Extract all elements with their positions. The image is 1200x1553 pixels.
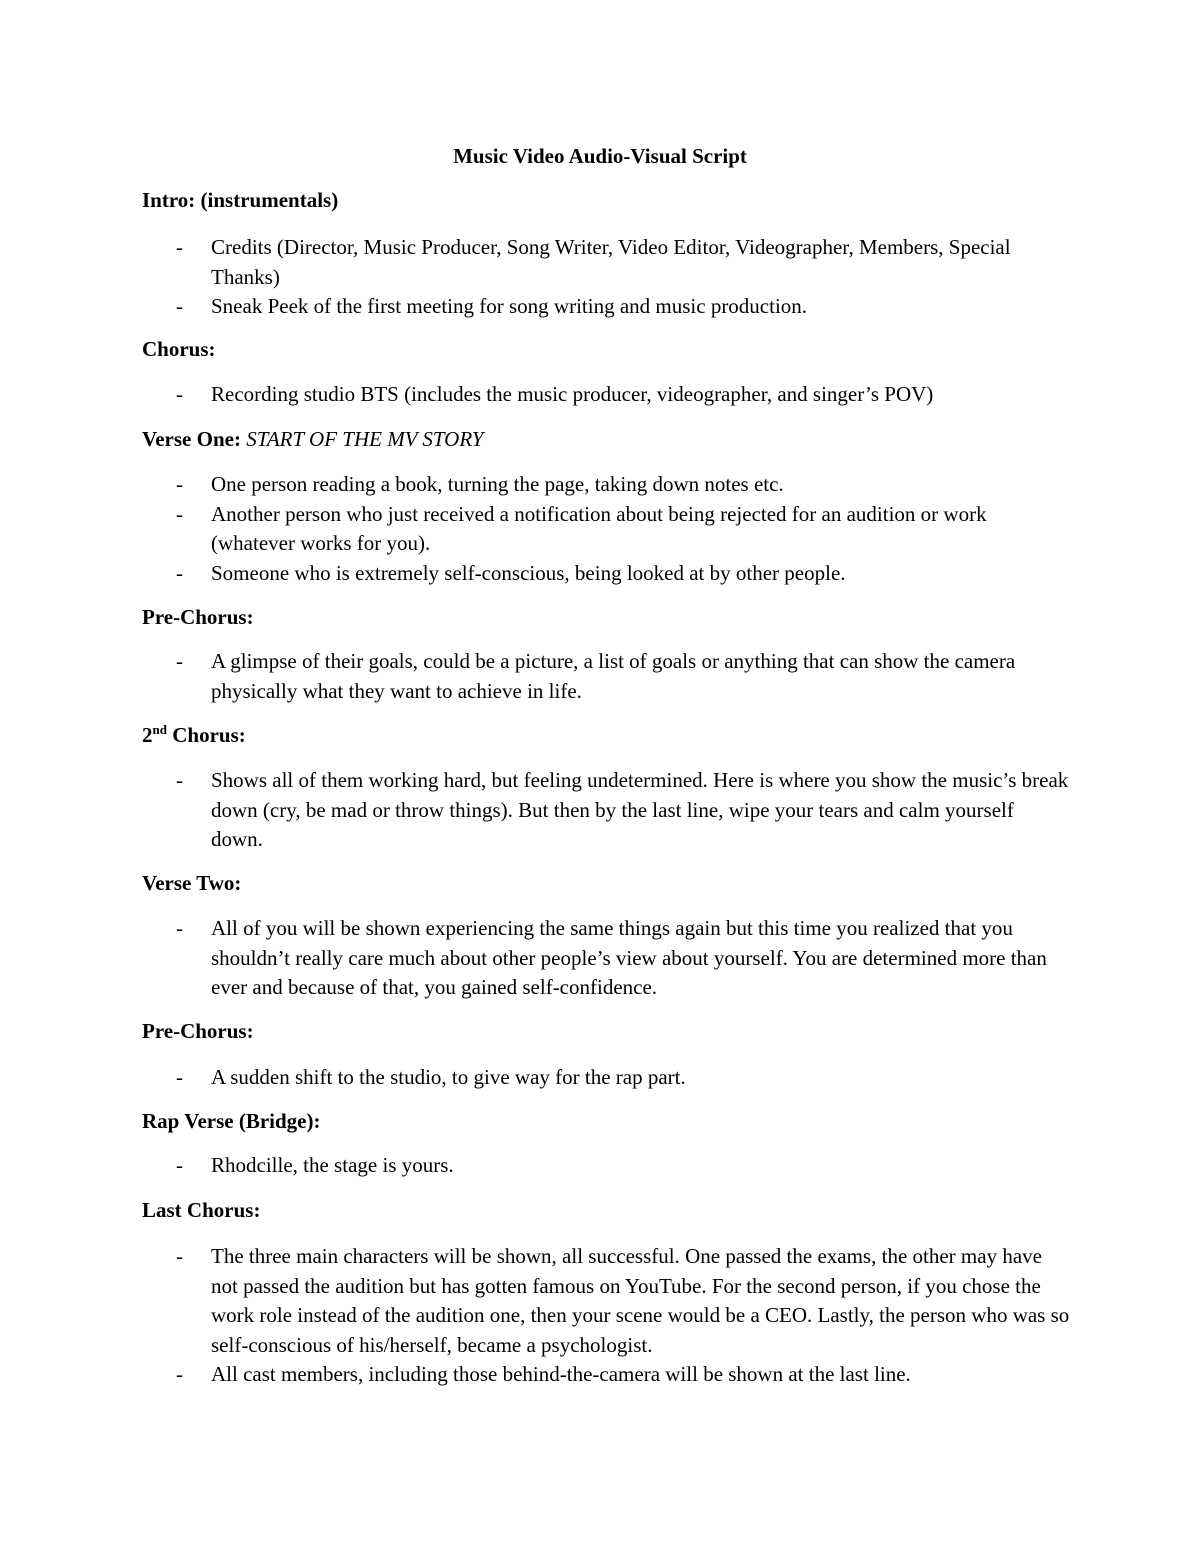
bullet-dash: - <box>176 649 183 673</box>
section-list-verse-two <box>0 914 1200 1003</box>
section-heading-verse-one: Verse One: START OF THE MV STORY <box>142 427 484 451</box>
bullet-dash: - <box>176 768 183 792</box>
bullet-dash: - <box>176 916 183 940</box>
list-item: - All cast members, including those behind-the-camera will be shown at the last line. <box>0 1360 1071 1390</box>
section-list-chorus <box>0 380 1200 410</box>
section-list-last-chorus <box>0 1242 1200 1390</box>
section-heading-pre-chorus: Pre-Chorus: <box>142 605 254 629</box>
bullet-dash: - <box>176 1244 183 1268</box>
list-item: - One person reading a book, turning the page, taking down notes etc. <box>0 470 1071 500</box>
section-heading-verse-two: Verse Two: <box>142 871 242 895</box>
list-item: - Recording studio BTS (includes the music producer, videographer, and singer’s POV) <box>0 380 1071 410</box>
list-item: - Another person who just received a notification about being rejected for an audition or work (whatever works for you). <box>176 501 987 556</box>
bullet-dash: - <box>176 1153 183 1177</box>
bullet-dash: - <box>176 560 183 585</box>
bullet-dash: - <box>176 382 183 406</box>
story-start-note: START OF THE MV STORY <box>246 427 484 451</box>
section-heading-intro: Intro: (instrumentals) <box>142 188 339 212</box>
section-list-pre-chorus <box>0 647 1200 706</box>
bullet-dash: - <box>176 501 183 526</box>
section-list-pre-chorus-2 <box>0 1063 1200 1093</box>
section-list-intro <box>0 233 1200 322</box>
section-heading-rap-verse: Rap Verse (Bridge): <box>142 1109 321 1133</box>
list-item: - Shows all of them working hard, but feeling undetermined. Here is where you show the music’s break down (cry, be mad or throw things). But then by the last line, wipe your tears and calm yourself down. <box>176 768 1069 852</box>
list-item: - A sudden shift to the studio, to give way for the rap part. <box>0 1063 1071 1093</box>
list-item: - Someone who is extremely self-conscious, being looked at by other people. <box>0 559 1071 589</box>
section-heading-pre-chorus-2: Pre-Chorus: <box>142 1019 254 1043</box>
bullet-dash: - <box>176 235 183 259</box>
document-title: Music Video Audio-Visual Script <box>453 144 747 168</box>
section-list-verse-one <box>0 470 1200 588</box>
list-item: - Credits (Director, Music Producer, Song Writer, Video Editor, Videographer, Members, Special Thanks) <box>176 235 1011 289</box>
list-item: - A glimpse of their goals, could be a picture, a list of goals or anything that can show the camera physically what they want to achieve in life. <box>176 649 1016 703</box>
bullet-dash: - <box>176 1362 183 1387</box>
section-heading-second-chorus: 2nd Chorus: <box>142 722 246 747</box>
bullet-dash: - <box>176 294 183 319</box>
section-list-rap-verse <box>0 1151 1200 1181</box>
list-item: - The three main characters will be shown, all successful. One passed the exams, the other may have not passed the audition but has gotten famous on YouTube. For the second person, if you chose the work role instead of the audition one, then your scene would be a CEO. Lastly, the person who was so self-conscious of his/herself, became a psychologist. <box>176 1244 1070 1357</box>
list-item: - Rhodcille, the stage is yours. <box>0 1151 1071 1181</box>
bullet-dash: - <box>176 1065 183 1089</box>
list-item: - All of you will be shown experiencing the same things again but this time you realized that you shouldn’t really care much about other people’s view about yourself. You are determined more than ever and because of that, you gained self-confidence. <box>176 916 1047 1000</box>
section-heading-last-chorus: Last Chorus: <box>142 1198 261 1222</box>
section-heading-chorus: Chorus: <box>142 337 216 361</box>
list-item: - Sneak Peek of the first meeting for song writing and music production. <box>0 292 1071 322</box>
bullet-dash: - <box>176 472 183 496</box>
section-list-second-chorus <box>0 766 1200 855</box>
